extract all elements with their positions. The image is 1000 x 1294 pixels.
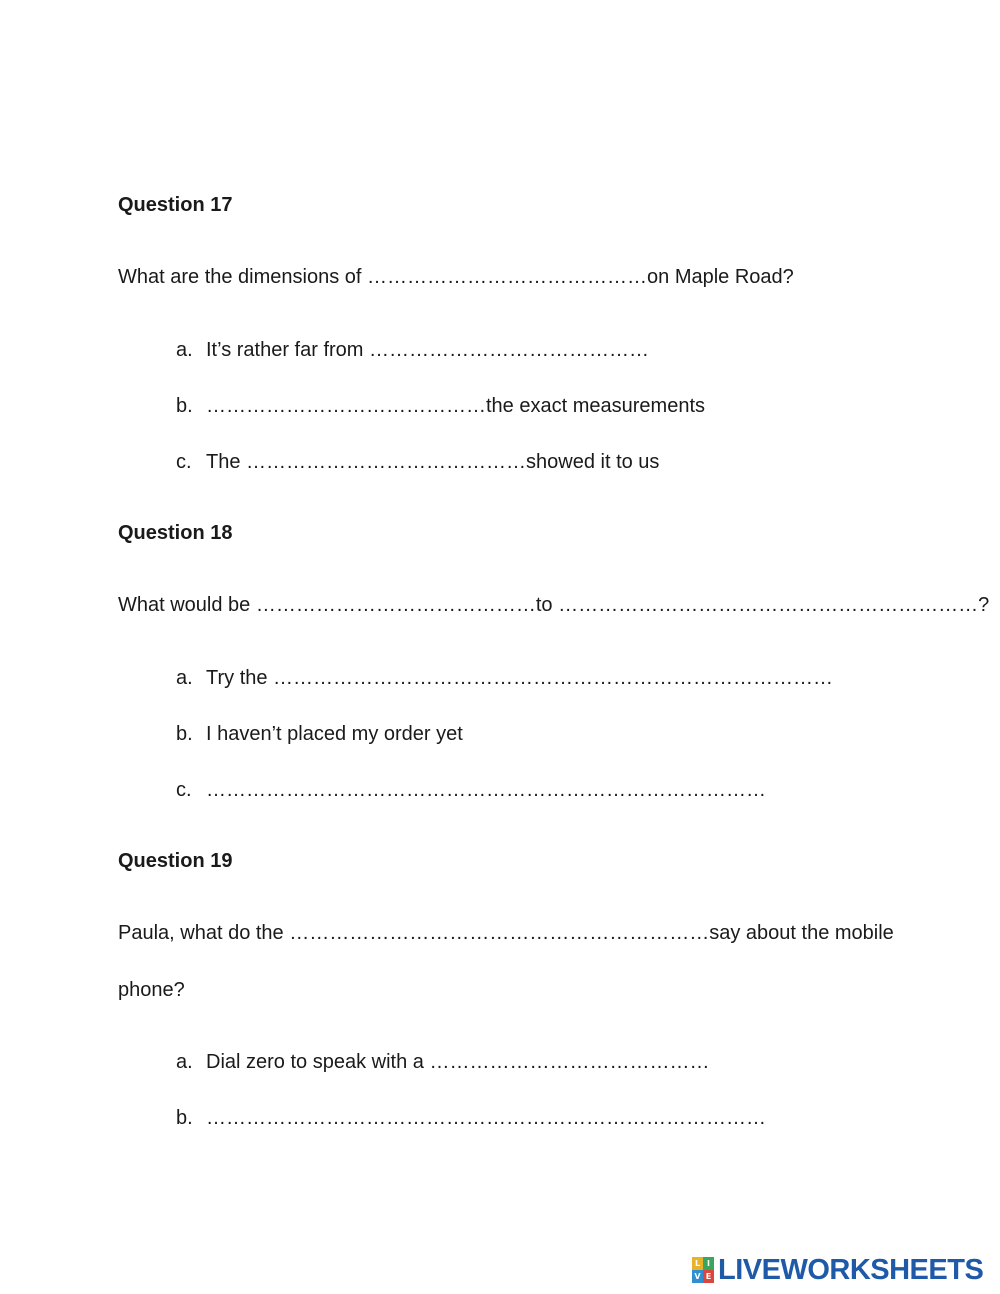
- option-letter: b.: [176, 723, 193, 745]
- question-18-option-b[interactable]: [176, 722, 463, 746]
- liveworksheets-logo-icon: [692, 1257, 714, 1283]
- option-text: Try the …………………………………………………………………………: [206, 667, 834, 689]
- option-letter: c.: [176, 451, 192, 473]
- option-letter: c.: [176, 779, 192, 801]
- option-text: It’s rather far from ……………………………………: [206, 339, 650, 361]
- question-17-option-c[interactable]: [176, 450, 659, 474]
- question-19-option-b[interactable]: [176, 1106, 766, 1130]
- option-text: ……………………………………the exact measurements: [206, 395, 705, 417]
- logo-wordmark: LIVEWORKSHEETS: [718, 1254, 984, 1286]
- liveworksheets-logo[interactable]: [692, 1253, 983, 1287]
- option-text: I haven’t placed my order yet: [206, 723, 463, 745]
- logo-mark-letter: I: [703, 1257, 714, 1270]
- option-text: …………………………………………………………………………: [206, 779, 766, 801]
- logo-mark-letter: V: [692, 1270, 703, 1283]
- question-17-heading: Question 17: [118, 194, 233, 216]
- question-18-option-a[interactable]: [176, 666, 833, 690]
- logo-mark-letter: L: [692, 1257, 703, 1270]
- question-19-prompt-line-1: Paula, what do the ………………………………………………………say about the mobile: [118, 922, 894, 944]
- question-17-option-a[interactable]: [176, 338, 649, 362]
- question-19-heading: Question 19: [118, 850, 233, 872]
- logo-mark-letter: E: [703, 1270, 714, 1283]
- question-18-option-c[interactable]: [176, 778, 766, 802]
- question-18-prompt: What would be ……………………………………to ………………………………………………………?: [118, 594, 990, 616]
- option-letter: b.: [176, 395, 193, 417]
- question-19-option-a[interactable]: [176, 1050, 709, 1074]
- question-17-option-b[interactable]: [176, 394, 705, 418]
- option-letter: b.: [176, 1107, 193, 1129]
- option-text: …………………………………………………………………………: [206, 1107, 766, 1129]
- option-text: The ……………………………………showed it to us: [206, 451, 660, 473]
- question-19-prompt-line-2: phone?: [118, 979, 185, 1001]
- question-18-heading: Question 18: [118, 522, 233, 544]
- question-17-prompt: What are the dimensions of ……………………………………on Maple Road?: [118, 266, 794, 288]
- option-letter: a.: [176, 1051, 193, 1073]
- option-letter: a.: [176, 667, 193, 689]
- option-text: Dial zero to speak with a ……………………………………: [206, 1051, 710, 1073]
- option-letter: a.: [176, 339, 193, 361]
